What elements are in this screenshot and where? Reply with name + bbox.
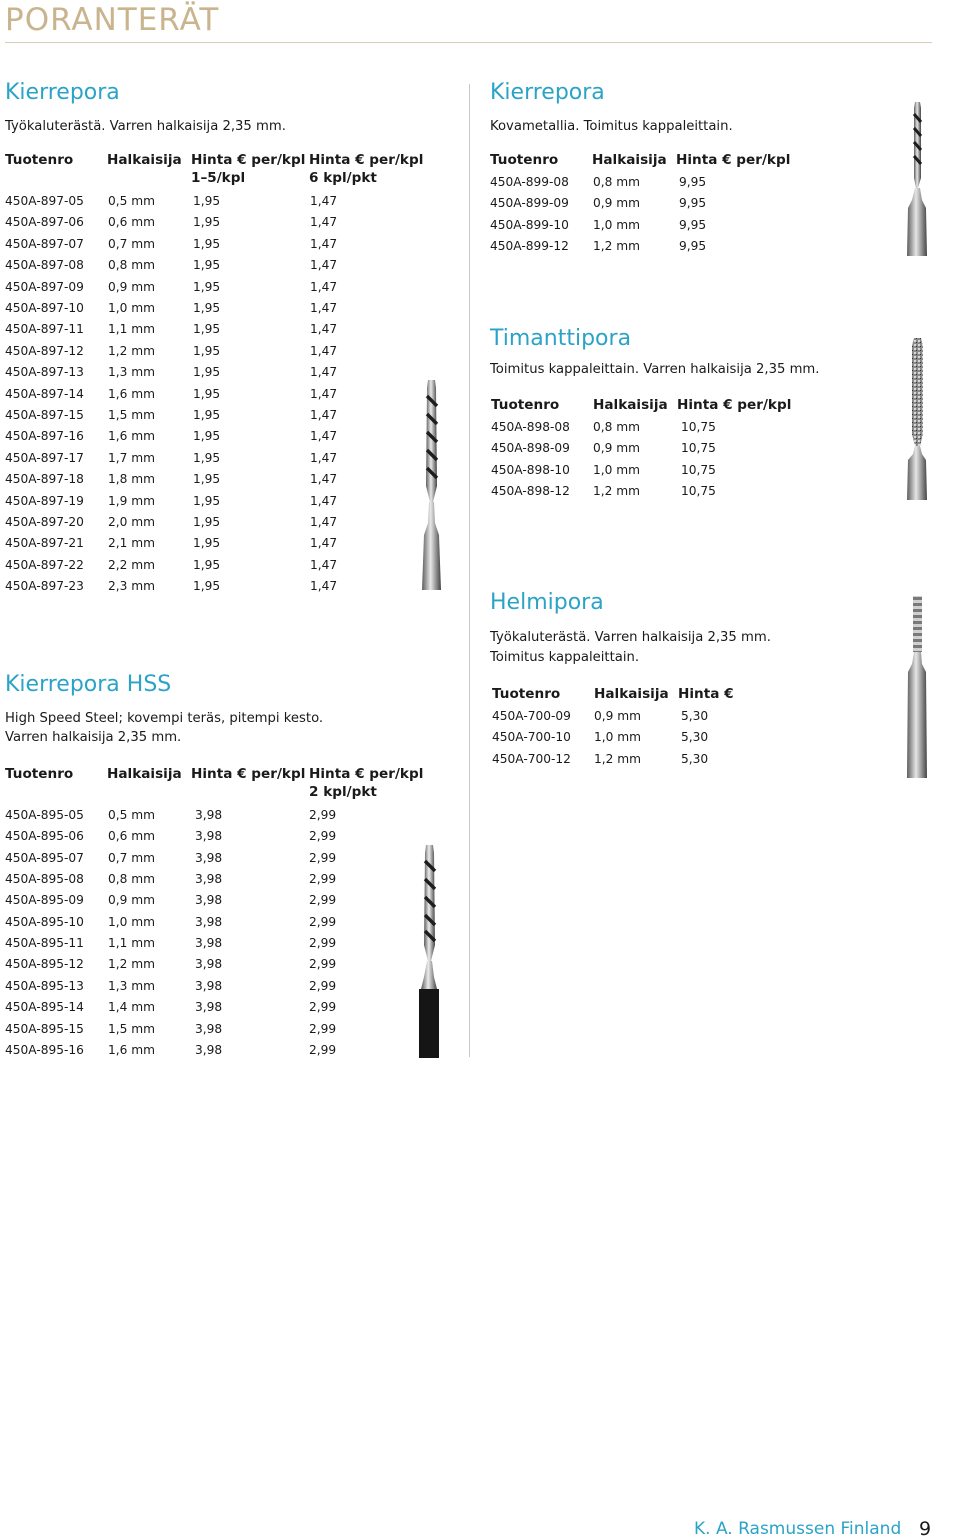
header-price: Hinta € per/kpl bbox=[676, 152, 791, 168]
header-tuotenro: Tuotenro bbox=[5, 766, 74, 782]
cell-price-pack: 1,47 bbox=[310, 279, 338, 294]
header-price-pack-qty: 6 kpl/pkt bbox=[309, 170, 377, 186]
cell-tuotenro: 450A-895-10 bbox=[5, 914, 84, 929]
header-halkaisija: Halkaisija bbox=[107, 766, 182, 782]
cell-tuotenro: 450A-899-08 bbox=[490, 175, 569, 189]
cell-price-pack: 2,99 bbox=[309, 893, 337, 908]
cell-tuotenro: 450A-897-20 bbox=[5, 515, 84, 529]
cell-price: 1,95 bbox=[193, 322, 221, 337]
cell-halkaisija: 1,5 mm bbox=[108, 408, 156, 422]
cell-price-pack: 1,47 bbox=[310, 301, 338, 315]
cell-price-pack: 2,99 bbox=[309, 808, 337, 822]
cell-price: 1,95 bbox=[193, 408, 221, 422]
product-table-timanttipora bbox=[491, 420, 791, 510]
product-table-kierrepora bbox=[5, 194, 465, 604]
cell-price: 3,98 bbox=[195, 872, 223, 887]
header-price-pack: Hinta € per/kpl bbox=[309, 766, 424, 782]
header-halkaisija: Halkaisija bbox=[592, 152, 667, 168]
cell-price-pack: 1,47 bbox=[310, 408, 338, 422]
cell-tuotenro: 450A-897-08 bbox=[5, 258, 84, 273]
cell-halkaisija: 0,8 mm bbox=[593, 420, 641, 434]
cell-price: 1,95 bbox=[193, 557, 221, 572]
cell-tuotenro: 450A-897-18 bbox=[5, 472, 84, 487]
cell-tuotenro: 450A-897-16 bbox=[5, 429, 84, 444]
cell-price: 1,95 bbox=[193, 579, 221, 594]
cell-tuotenro: 450A-897-10 bbox=[5, 301, 84, 315]
cell-halkaisija: 0,7 mm bbox=[108, 850, 156, 865]
title-divider bbox=[5, 42, 932, 43]
cell-tuotenro: 450A-895-15 bbox=[5, 1021, 84, 1036]
header-tuotenro: Tuotenro bbox=[491, 397, 560, 413]
cell-tuotenro: 450A-897-12 bbox=[5, 343, 84, 358]
cell-price-pack: 2,99 bbox=[309, 850, 337, 865]
cell-price-pack: 1,47 bbox=[310, 472, 338, 487]
cell-tuotenro: 450A-897-13 bbox=[5, 365, 84, 380]
cell-price: 9,95 bbox=[679, 239, 707, 254]
hss-drill-bit-image bbox=[414, 843, 444, 1058]
cell-price-pack: 2,99 bbox=[309, 936, 337, 951]
bead-drill-bit-image bbox=[902, 594, 932, 778]
cell-halkaisija: 0,9 mm bbox=[593, 441, 641, 456]
cell-halkaisija: 0,8 mm bbox=[593, 175, 641, 189]
carbide-drill-bit-image bbox=[902, 100, 932, 256]
cell-halkaisija: 2,1 mm bbox=[108, 536, 156, 551]
cell-price: 5,30 bbox=[681, 730, 709, 745]
section-title-kierrepora-hss: Kierrepora HSS bbox=[5, 672, 172, 697]
section-description: Varren halkaisija 2,35 mm. bbox=[5, 730, 182, 745]
cell-halkaisija: 1,0 mm bbox=[593, 217, 641, 232]
cell-price: 1,95 bbox=[193, 236, 221, 251]
cell-price: 3,98 bbox=[195, 957, 223, 972]
header-price-pack: Hinta € per/kpl bbox=[309, 152, 424, 168]
header-price: Hinta € bbox=[678, 686, 734, 702]
cell-price: 3,98 bbox=[195, 1042, 223, 1057]
cell-halkaisija: 2,3 mm bbox=[108, 579, 156, 594]
cell-halkaisija: 1,1 mm bbox=[108, 322, 156, 337]
cell-price: 1,95 bbox=[193, 536, 221, 551]
cell-halkaisija: 1,2 mm bbox=[594, 751, 642, 766]
cell-price-pack: 1,47 bbox=[310, 322, 338, 337]
cell-price: 1,95 bbox=[193, 472, 221, 487]
cell-price: 3,98 bbox=[195, 914, 223, 929]
cell-price: 1,95 bbox=[193, 450, 221, 465]
cell-price: 5,30 bbox=[681, 751, 709, 766]
cell-tuotenro: 450A-700-09 bbox=[492, 709, 571, 723]
cell-price: 3,98 bbox=[195, 978, 223, 993]
cell-price-pack: 2,99 bbox=[309, 1042, 337, 1057]
cell-halkaisija: 0,5 mm bbox=[108, 808, 156, 822]
header-halkaisija: Halkaisija bbox=[593, 397, 668, 413]
cell-tuotenro: 450A-897-17 bbox=[5, 450, 84, 465]
cell-price: 3,98 bbox=[195, 936, 223, 951]
cell-halkaisija: 1,2 mm bbox=[108, 957, 156, 972]
cell-halkaisija: 0,9 mm bbox=[594, 709, 642, 723]
section-description: High Speed Steel; kovempi teräs, pitempi kesto. bbox=[5, 711, 324, 726]
cell-tuotenro: 450A-897-11 bbox=[5, 322, 84, 337]
cell-price: 10,75 bbox=[681, 441, 716, 456]
header-tuotenro: Tuotenro bbox=[5, 152, 74, 168]
section-title-helmipora: Helmipora bbox=[490, 590, 604, 615]
cell-tuotenro: 450A-895-13 bbox=[5, 978, 84, 993]
cell-price: 1,95 bbox=[193, 194, 221, 208]
cell-price-pack: 1,47 bbox=[310, 258, 338, 273]
cell-halkaisija: 0,6 mm bbox=[108, 215, 156, 230]
cell-price: 10,75 bbox=[681, 420, 716, 434]
cell-price-pack: 1,47 bbox=[310, 386, 338, 401]
cell-price: 1,95 bbox=[193, 386, 221, 401]
cell-price-pack: 1,47 bbox=[310, 429, 338, 444]
header-price-single: Hinta € per/kpl bbox=[191, 152, 306, 168]
cell-halkaisija: 0,8 mm bbox=[108, 872, 156, 887]
cell-price: 1,95 bbox=[193, 258, 221, 273]
cell-price: 10,75 bbox=[681, 462, 716, 477]
section-description: Toimitus kappaleittain. bbox=[490, 650, 640, 665]
cell-tuotenro: 450A-897-14 bbox=[5, 386, 84, 401]
cell-price: 3,98 bbox=[195, 829, 223, 844]
cell-tuotenro: 450A-898-10 bbox=[491, 462, 570, 477]
header-price-pack-qty: 2 kpl/pkt bbox=[309, 784, 377, 800]
cell-price-pack: 1,47 bbox=[310, 536, 338, 551]
column-divider bbox=[469, 84, 470, 1057]
header-halkaisija: Halkaisija bbox=[594, 686, 669, 702]
cell-tuotenro: 450A-897-07 bbox=[5, 236, 84, 251]
cell-halkaisija: 1,7 mm bbox=[108, 450, 156, 465]
cell-price-pack: 1,47 bbox=[310, 579, 338, 594]
cell-halkaisija: 1,5 mm bbox=[108, 1021, 156, 1036]
cell-halkaisija: 1,2 mm bbox=[593, 484, 641, 499]
cell-halkaisija: 0,6 mm bbox=[108, 829, 156, 844]
cell-tuotenro: 450A-898-12 bbox=[491, 484, 570, 499]
section-description: Toimitus kappaleittain. Varren halkaisija 2,35 mm. bbox=[490, 362, 820, 377]
cell-halkaisija: 1,0 mm bbox=[108, 914, 156, 929]
section-title-timanttipora: Timanttipora bbox=[490, 326, 632, 351]
cell-tuotenro: 450A-897-23 bbox=[5, 579, 84, 594]
cell-tuotenro: 450A-895-08 bbox=[5, 872, 84, 887]
cell-halkaisija: 2,2 mm bbox=[108, 557, 156, 572]
cell-halkaisija: 1,4 mm bbox=[108, 1000, 156, 1015]
cell-tuotenro: 450A-898-09 bbox=[491, 441, 570, 456]
cell-price-pack: 1,47 bbox=[310, 365, 338, 380]
cell-halkaisija: 2,0 mm bbox=[108, 515, 156, 529]
cell-price-pack: 1,47 bbox=[310, 215, 338, 230]
cell-price: 3,98 bbox=[195, 893, 223, 908]
cell-tuotenro: 450A-897-05 bbox=[5, 194, 84, 208]
cell-price: 9,95 bbox=[679, 196, 707, 211]
cell-price: 1,95 bbox=[193, 279, 221, 294]
cell-halkaisija: 1,2 mm bbox=[593, 239, 641, 254]
cell-halkaisija: 0,5 mm bbox=[108, 194, 156, 208]
cell-tuotenro: 450A-899-09 bbox=[490, 196, 569, 211]
section-description: Työkaluterästä. Varren halkaisija 2,35 mm. bbox=[490, 630, 771, 645]
cell-price: 1,95 bbox=[193, 365, 221, 380]
cell-tuotenro: 450A-895-06 bbox=[5, 829, 84, 844]
cell-price-pack: 1,47 bbox=[310, 493, 338, 508]
cell-price-pack: 2,99 bbox=[309, 914, 337, 929]
cell-halkaisija: 0,8 mm bbox=[108, 258, 156, 273]
cell-price: 1,95 bbox=[193, 429, 221, 444]
table-header bbox=[492, 685, 892, 705]
cell-halkaisija: 1,0 mm bbox=[108, 301, 156, 315]
cell-price: 3,98 bbox=[195, 1021, 223, 1036]
cell-tuotenro: 450A-895-14 bbox=[5, 1000, 84, 1015]
cell-price: 3,98 bbox=[195, 1000, 223, 1015]
table-header bbox=[491, 396, 891, 416]
section-description: Kovametallia. Toimitus kappaleittain. bbox=[490, 119, 733, 134]
product-table-helmipora bbox=[492, 709, 792, 779]
table-header bbox=[490, 151, 890, 171]
cell-halkaisija: 1,0 mm bbox=[594, 730, 642, 745]
cell-halkaisija: 1,8 mm bbox=[108, 472, 156, 487]
cell-price: 3,98 bbox=[195, 850, 223, 865]
cell-tuotenro: 450A-897-22 bbox=[5, 557, 84, 572]
cell-price-pack: 1,47 bbox=[310, 450, 338, 465]
cell-price-pack: 1,47 bbox=[310, 343, 338, 358]
cell-price-pack: 1,47 bbox=[310, 194, 338, 208]
cell-tuotenro: 450A-895-05 bbox=[5, 808, 84, 822]
cell-halkaisija: 1,0 mm bbox=[593, 462, 641, 477]
cell-price: 1,95 bbox=[193, 343, 221, 358]
header-tuotenro: Tuotenro bbox=[492, 686, 561, 702]
cell-price: 1,95 bbox=[193, 493, 221, 508]
header-halkaisija: Halkaisija bbox=[107, 152, 182, 168]
cell-price: 10,75 bbox=[681, 484, 716, 499]
cell-price: 5,30 bbox=[681, 709, 709, 723]
cell-tuotenro: 450A-895-11 bbox=[5, 936, 84, 951]
cell-halkaisija: 1,2 mm bbox=[108, 343, 156, 358]
cell-halkaisija: 0,7 mm bbox=[108, 236, 156, 251]
table-header bbox=[5, 151, 465, 191]
cell-tuotenro: 450A-897-09 bbox=[5, 279, 84, 294]
cell-tuotenro: 450A-897-19 bbox=[5, 493, 84, 508]
section-description: Työkaluterästä. Varren halkaisija 2,35 mm. bbox=[5, 119, 286, 134]
cell-price-pack: 2,99 bbox=[309, 872, 337, 887]
cell-halkaisija: 1,3 mm bbox=[108, 365, 156, 380]
page-number: 9 bbox=[919, 1518, 932, 1540]
cell-tuotenro: 450A-897-15 bbox=[5, 408, 84, 422]
section-title-kierrepora-carbide: Kierrepora bbox=[490, 80, 605, 105]
cell-halkaisija: 0,9 mm bbox=[108, 893, 156, 908]
header-price: Hinta € per/kpl bbox=[677, 397, 792, 413]
diamond-drill-bit-image bbox=[902, 336, 932, 500]
cell-price-pack: 1,47 bbox=[310, 515, 338, 529]
cell-halkaisija: 1,1 mm bbox=[108, 936, 156, 951]
cell-tuotenro: 450A-897-21 bbox=[5, 536, 84, 551]
header-price-single-qty: 1–5/kpl bbox=[191, 170, 246, 186]
cell-halkaisija: 1,6 mm bbox=[108, 429, 156, 444]
cell-tuotenro: 450A-895-09 bbox=[5, 893, 84, 908]
cell-tuotenro: 450A-895-16 bbox=[5, 1042, 84, 1057]
cell-tuotenro: 450A-899-10 bbox=[490, 217, 569, 232]
cell-price: 1,95 bbox=[193, 515, 221, 529]
cell-tuotenro: 450A-897-06 bbox=[5, 215, 84, 230]
twist-drill-bit-image bbox=[416, 378, 446, 590]
cell-price-pack: 2,99 bbox=[309, 1021, 337, 1036]
cell-tuotenro: 450A-700-12 bbox=[492, 751, 571, 766]
product-table-kierrepora-carbide bbox=[490, 175, 790, 265]
cell-price: 3,98 bbox=[195, 808, 223, 822]
footer-company: K. A. Rasmussen Finland bbox=[694, 1519, 902, 1539]
cell-tuotenro: 450A-895-07 bbox=[5, 850, 84, 865]
page-title: PORANTERÄT bbox=[5, 2, 220, 38]
cell-halkaisija: 1,6 mm bbox=[108, 1042, 156, 1057]
cell-tuotenro: 450A-899-12 bbox=[490, 239, 569, 254]
cell-halkaisija: 1,6 mm bbox=[108, 386, 156, 401]
cell-halkaisija: 0,9 mm bbox=[593, 196, 641, 211]
header-tuotenro: Tuotenro bbox=[490, 152, 559, 168]
cell-price-pack: 2,99 bbox=[309, 1000, 337, 1015]
cell-halkaisija: 0,9 mm bbox=[108, 279, 156, 294]
cell-tuotenro: 450A-700-10 bbox=[492, 730, 571, 745]
cell-price: 1,95 bbox=[193, 301, 221, 315]
cell-halkaisija: 1,9 mm bbox=[108, 493, 156, 508]
table-header bbox=[5, 765, 465, 805]
header-price-single: Hinta € per/kpl bbox=[191, 766, 306, 782]
cell-price-pack: 2,99 bbox=[309, 957, 337, 972]
product-table-kierrepora-hss bbox=[5, 808, 465, 1068]
cell-price-pack: 2,99 bbox=[309, 978, 337, 993]
cell-price: 9,95 bbox=[679, 175, 707, 189]
cell-halkaisija: 1,3 mm bbox=[108, 978, 156, 993]
section-title-kierrepora: Kierrepora bbox=[5, 80, 120, 105]
cell-tuotenro: 450A-895-12 bbox=[5, 957, 84, 972]
cell-price: 9,95 bbox=[679, 217, 707, 232]
cell-price-pack: 2,99 bbox=[309, 829, 337, 844]
cell-price-pack: 1,47 bbox=[310, 557, 338, 572]
cell-price: 1,95 bbox=[193, 215, 221, 230]
cell-price-pack: 1,47 bbox=[310, 236, 338, 251]
cell-tuotenro: 450A-898-08 bbox=[491, 420, 570, 434]
